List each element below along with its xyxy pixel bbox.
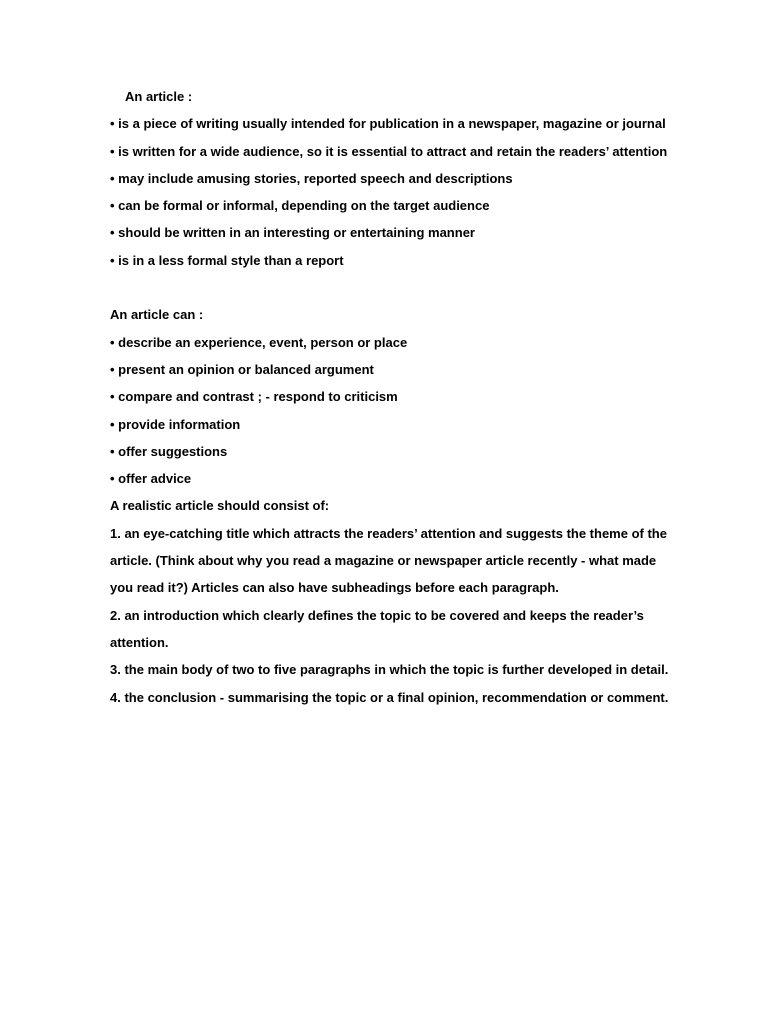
- section2-bullet: • compare and contrast ; - respond to criticism: [110, 389, 398, 405]
- section3-line: 4. the conclusion - summarising the topic or a final opinion, recommendation or comment.: [110, 689, 669, 705]
- section3-line: article. (Think about why you read a magazine or newspaper article recently - what made: [110, 553, 657, 569]
- section1-bullet: • is in a less formal style than a report: [110, 252, 344, 268]
- section1-bullet: • is written for a wide audience, so it is essential to attract and retain the readers’ attention: [110, 143, 668, 159]
- section3-line: 1. an eye-catching title which attracts the readers’ attention and suggests the theme of the: [110, 525, 667, 541]
- section1-heading: An article :: [125, 89, 193, 104]
- section3-heading: A realistic article should consist of:: [110, 498, 330, 514]
- section1-bullet: • may include amusing stories, reported speech and descriptions: [110, 170, 513, 186]
- section-spacer: [110, 274, 730, 301]
- section3-line: you read it?) Articles can also have subheadings before each paragraph.: [110, 580, 559, 596]
- section2-bullet: • describe an experience, event, person or place: [110, 334, 408, 350]
- section2-bullet: • present an opinion or balanced argument: [110, 361, 374, 377]
- section2-bullet: • offer advice: [110, 471, 192, 487]
- section2-bullet: • offer suggestions: [110, 443, 228, 459]
- document-page: [110, 83, 730, 711]
- section1-bullet: • should be written in an interesting or entertaining manner: [110, 225, 475, 241]
- section2-heading: An article can :: [110, 307, 204, 323]
- section3-line: 2. an introduction which clearly defines the topic to be covered and keeps the reader’s: [110, 607, 644, 623]
- section1-bullet: • is a piece of writing usually intended for publication in a newspaper, magazine or journal: [110, 116, 666, 132]
- section3-line: 3. the main body of two to five paragraphs in which the topic is further developed in detail.: [110, 662, 669, 678]
- section1-bullet: • can be formal or informal, depending on the target audience: [110, 198, 490, 214]
- section2-bullet: • provide information: [110, 416, 241, 432]
- section3-line: attention.: [110, 634, 169, 650]
